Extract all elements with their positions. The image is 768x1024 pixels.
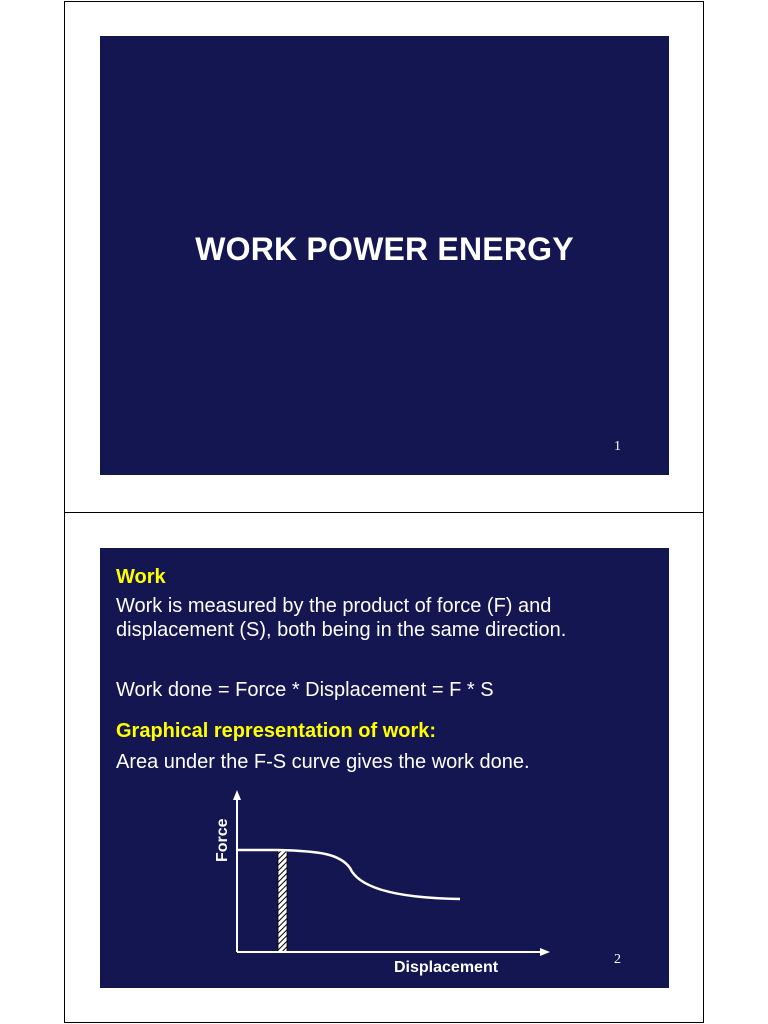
y-axis-arrow bbox=[233, 790, 241, 800]
slide-2 bbox=[100, 548, 669, 988]
handout-panel-1 bbox=[64, 1, 704, 513]
graph-description: Area under the F-S curve gives the work done. bbox=[116, 751, 530, 773]
handout-panel-2 bbox=[64, 512, 704, 1023]
work-heading: Work bbox=[116, 566, 166, 588]
work-formula: Work done = Force * Displacement = F * S bbox=[116, 679, 494, 701]
area-strip bbox=[278, 851, 287, 952]
force-displacement-graph bbox=[214, 788, 560, 988]
slide-number: 2 bbox=[614, 952, 621, 967]
y-axis-label: Force bbox=[214, 818, 231, 862]
slide-number: 1 bbox=[614, 439, 621, 454]
x-axis-arrow bbox=[540, 948, 550, 956]
graph-heading: Graphical representation of work: bbox=[116, 720, 437, 742]
force-curve bbox=[237, 850, 460, 899]
x-axis-label: Displacement bbox=[394, 959, 499, 976]
slide-1 bbox=[100, 36, 669, 475]
slide-title: WORK POWER ENERGY bbox=[195, 231, 574, 267]
work-definition: Work is measured by the product of force (F) and displacement (S), both being in the same direction. bbox=[116, 595, 567, 641]
